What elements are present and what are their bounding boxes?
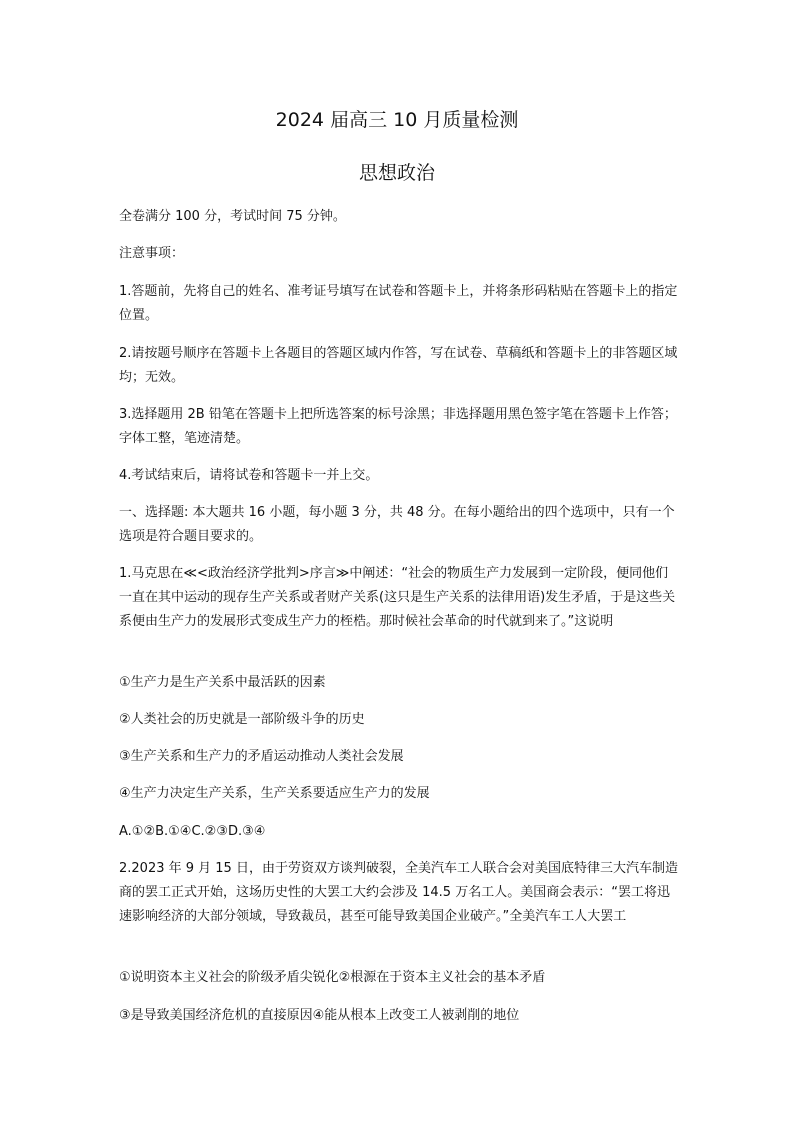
question-2-item: ①说明资本主义社会的阶级矛盾尖锐化②根源在于资本主义社会的基本矛盾 [119,970,546,985]
question-1-stem: 1.马克思在≪<政治经济学批判>序言≫中阐述：“社会的物质生产力发展到一定阶段，便同他们一直在其中运动的现存生产关系或者财产关系(这只是生产关系的法律用语)发生矛盾，于是这些关系便由生产力的发展形式变成生产力的桎梏。那时候社会革命的时代就到来了。”这说明 [119,566,676,629]
question-1-item: ①生产力是生产关系中最活跃的因素 [119,675,326,690]
question-1-item: ④生产力决定生产关系，生产关系要适应生产力的发展 [119,786,430,801]
exam-subject: 思想政治 [358,162,435,184]
notice-item: 2.请按题号顺序在答题卡上各题目的答题区域内作答，写在试卷、草稿纸和答题卡上的非答题区域均；无效。 [119,346,678,385]
question-2-stem: 2.2023 年 9 月 15 日，由于劳资双方谈判破裂，全美汽车工人联合会对美国底特律三大汽车制造商的罢工正式开始，这场历史性的大罢工大约会涉及 14.5 万名工人。美国商会表示：“罢工将迅速影响经济的大部分领域，导致裁员，甚至可能导致美国企业破产。”全美汽车工人大罢工 [119,861,678,924]
question-1-item: ③生产关系和生产力的矛盾运动推动人类社会发展 [119,749,404,764]
section-heading: 一、选择题: 本大题共 16 小题，每小题 3 分，共 48 分。在每小题给出的四个选项中，只有一个选项是符合题目要求的。 [119,505,675,544]
notice-item: 3.选择题用 2B 铅笔在答题卡上把所选答案的标号涂黑；非选择题用黑色签字笔在答题卡上作答；字体工整，笔迹清楚。 [119,407,677,446]
score-time-line: 全卷满分 100 分，考试时间 75 分钟。 [119,209,346,224]
exam-title: 2024 届高三 10 月质量检测 [275,109,519,131]
question-2-item: ③是导致美国经济危机的直接原因④能从根本上改变工人被剥削的地位 [119,1008,520,1023]
question-1-choices: A.①②B.①④C.②③D.③④ [119,824,266,839]
question-1-item: ②人类社会的历史就是一部阶级斗争的历史 [119,712,365,727]
notice-item: 4.考试结束后，请将试卷和答题卡一并上交。 [119,468,379,483]
notice-item: 1.答题前，先将自己的姓名、准考证号填写在试卷和答题卡上，并将条形码粘贴在答题卡上的指定位置。 [119,284,678,323]
notice-heading: 注意事项： [119,246,185,261]
